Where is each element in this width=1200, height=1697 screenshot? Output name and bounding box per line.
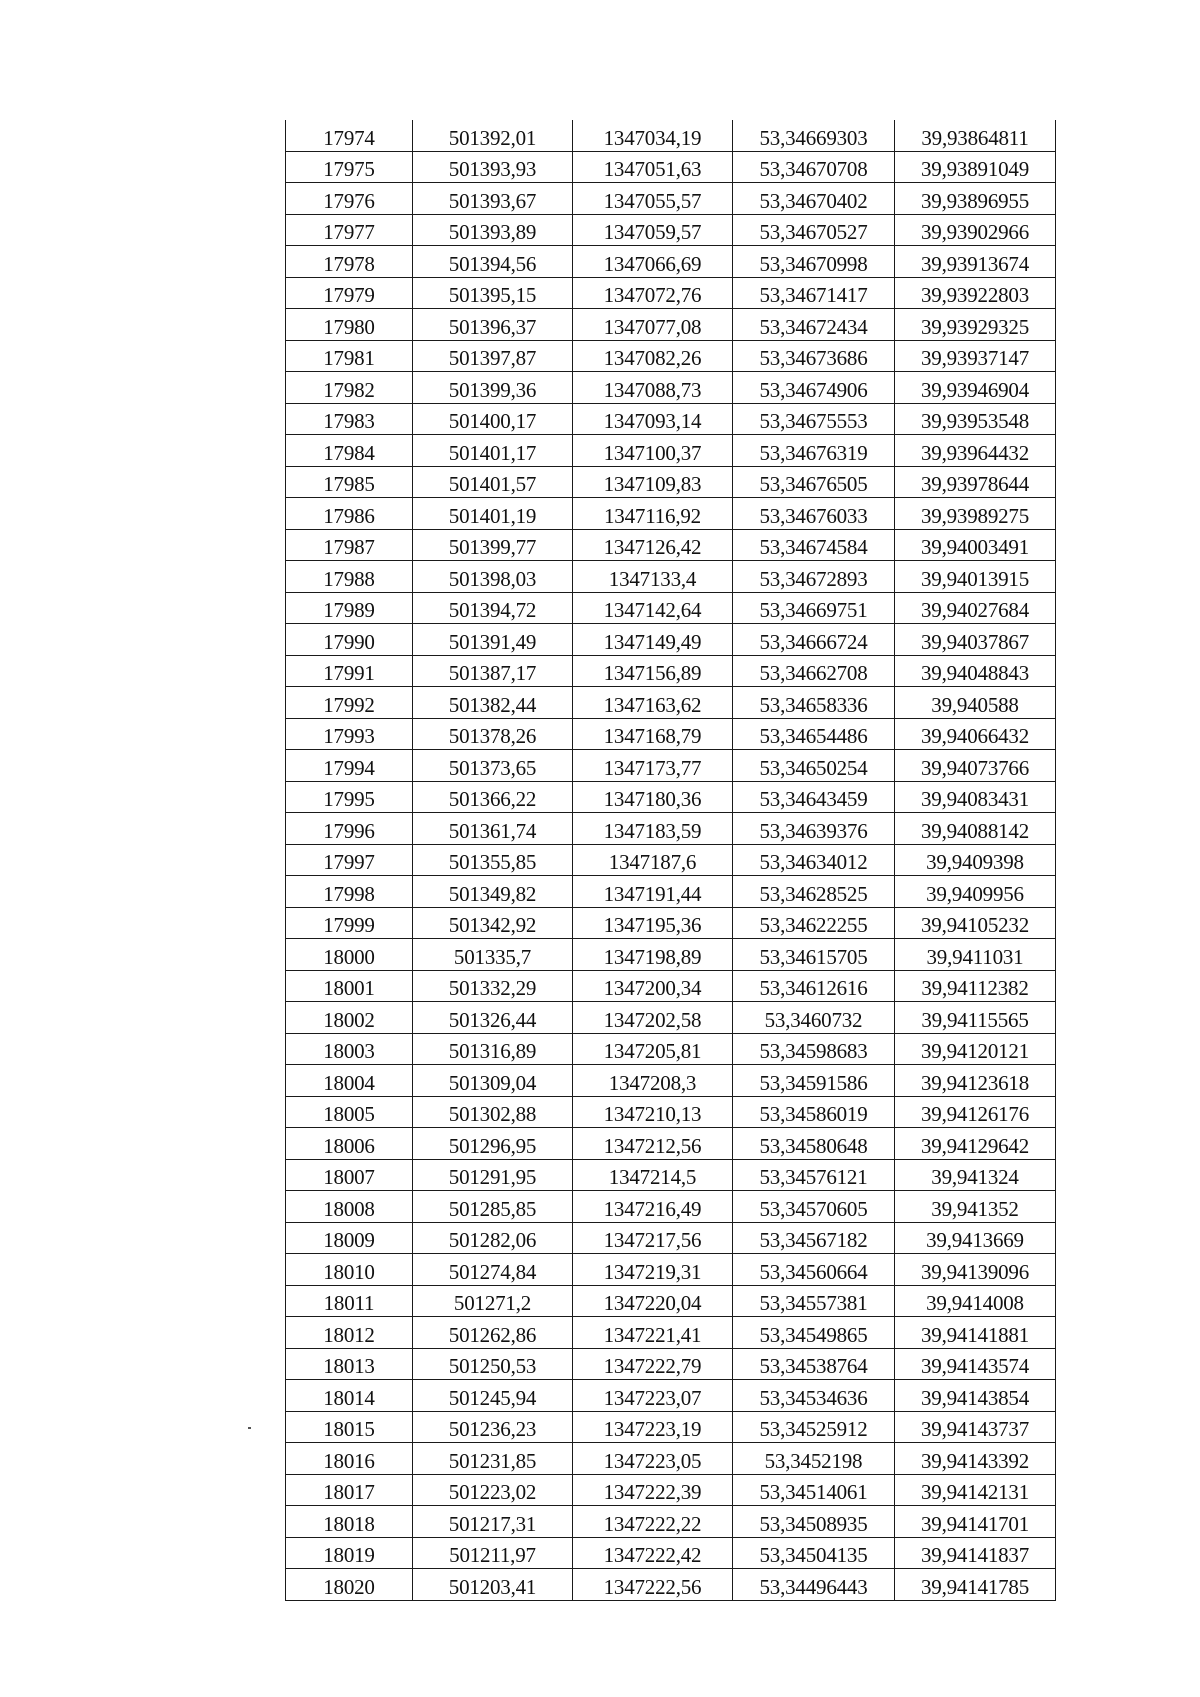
table-row [286, 214, 1056, 246]
y-coordinate-cell: 1347093,14 [573, 403, 733, 435]
table-row [286, 750, 1056, 782]
point-number-cell: 17978 [286, 246, 413, 278]
table-row [286, 844, 1056, 876]
point-number-cell: 18018 [286, 1506, 413, 1538]
point-number-cell: 17996 [286, 813, 413, 845]
y-coordinate-cell: 1347059,57 [573, 214, 733, 246]
point-number-cell: 18011 [286, 1285, 413, 1317]
longitude-cell: 39,93989275 [895, 498, 1056, 530]
latitude-cell: 53,34674906 [733, 372, 895, 404]
longitude-cell: 39,94115565 [895, 1002, 1056, 1034]
point-number-cell: 17981 [286, 340, 413, 372]
point-number-cell: 18003 [286, 1033, 413, 1065]
y-coordinate-cell: 1347077,08 [573, 309, 733, 341]
latitude-cell: 53,34654486 [733, 718, 895, 750]
longitude-cell: 39,94105232 [895, 907, 1056, 939]
latitude-cell: 53,34567182 [733, 1222, 895, 1254]
longitude-cell: 39,94139096 [895, 1254, 1056, 1286]
point-number-cell: 18002 [286, 1002, 413, 1034]
point-number-cell: 17998 [286, 876, 413, 908]
table-row [286, 907, 1056, 939]
y-coordinate-cell: 1347100,37 [573, 435, 733, 467]
y-coordinate-cell: 1347214,5 [573, 1159, 733, 1191]
y-coordinate-cell: 1347034,19 [573, 120, 733, 151]
point-number-cell: 17994 [286, 750, 413, 782]
x-coordinate-cell: 501373,65 [413, 750, 573, 782]
table-row [286, 120, 1056, 151]
point-number-cell: 17999 [286, 907, 413, 939]
longitude-cell: 39,94112382 [895, 970, 1056, 1002]
point-number-cell: 17992 [286, 687, 413, 719]
longitude-cell: 39,94083431 [895, 781, 1056, 813]
x-coordinate-cell: 501401,19 [413, 498, 573, 530]
longitude-cell: 39,93929325 [895, 309, 1056, 341]
table-row [286, 687, 1056, 719]
y-coordinate-cell: 1347222,79 [573, 1348, 733, 1380]
longitude-cell: 39,94143574 [895, 1348, 1056, 1380]
x-coordinate-cell: 501378,26 [413, 718, 573, 750]
y-coordinate-cell: 1347187,6 [573, 844, 733, 876]
x-coordinate-cell: 501203,41 [413, 1569, 573, 1601]
longitude-cell: 39,94088142 [895, 813, 1056, 845]
x-coordinate-cell: 501392,01 [413, 120, 573, 151]
point-number-cell: 17986 [286, 498, 413, 530]
point-number-cell: 18013 [286, 1348, 413, 1380]
point-number-cell: 18008 [286, 1191, 413, 1223]
y-coordinate-cell: 1347173,77 [573, 750, 733, 782]
longitude-cell: 39,93964432 [895, 435, 1056, 467]
latitude-cell: 53,34676505 [733, 466, 895, 498]
y-coordinate-cell: 1347200,34 [573, 970, 733, 1002]
table-row [286, 1348, 1056, 1380]
point-number-cell: 18016 [286, 1443, 413, 1475]
point-number-cell: 18015 [286, 1411, 413, 1443]
y-coordinate-cell: 1347051,63 [573, 151, 733, 183]
y-coordinate-cell: 1347222,39 [573, 1474, 733, 1506]
latitude-cell: 53,34669303 [733, 120, 895, 151]
y-coordinate-cell: 1347223,07 [573, 1380, 733, 1412]
table-row [286, 1128, 1056, 1160]
point-number-cell: 18020 [286, 1569, 413, 1601]
longitude-cell: 39,9409398 [895, 844, 1056, 876]
x-coordinate-cell: 501393,89 [413, 214, 573, 246]
point-number-cell: 17991 [286, 655, 413, 687]
longitude-cell: 39,94037867 [895, 624, 1056, 656]
table-row [286, 309, 1056, 341]
table-row [286, 592, 1056, 624]
x-coordinate-cell: 501231,85 [413, 1443, 573, 1475]
latitude-cell: 53,34504135 [733, 1537, 895, 1569]
latitude-cell: 53,34525912 [733, 1411, 895, 1443]
longitude-cell: 39,94027684 [895, 592, 1056, 624]
longitude-cell: 39,94143737 [895, 1411, 1056, 1443]
y-coordinate-cell: 1347133,4 [573, 561, 733, 593]
y-coordinate-cell: 1347223,05 [573, 1443, 733, 1475]
x-coordinate-cell: 501342,92 [413, 907, 573, 939]
y-coordinate-cell: 1347216,49 [573, 1191, 733, 1223]
point-number-cell: 17980 [286, 309, 413, 341]
latitude-cell: 53,34670527 [733, 214, 895, 246]
point-number-cell: 18010 [286, 1254, 413, 1286]
x-coordinate-cell: 501250,53 [413, 1348, 573, 1380]
y-coordinate-cell: 1347142,64 [573, 592, 733, 624]
latitude-cell: 53,34615705 [733, 939, 895, 971]
x-coordinate-cell: 501274,84 [413, 1254, 573, 1286]
longitude-cell: 39,94066432 [895, 718, 1056, 750]
latitude-cell: 53,34591586 [733, 1065, 895, 1097]
x-coordinate-cell: 501296,95 [413, 1128, 573, 1160]
point-number-cell: 17987 [286, 529, 413, 561]
x-coordinate-cell: 501285,85 [413, 1191, 573, 1223]
point-number-cell: 18019 [286, 1537, 413, 1569]
table-row [286, 781, 1056, 813]
coordinates-table-body [286, 120, 1056, 1600]
latitude-cell: 53,34676033 [733, 498, 895, 530]
longitude-cell: 39,93978644 [895, 466, 1056, 498]
y-coordinate-cell: 1347195,36 [573, 907, 733, 939]
longitude-cell: 39,94073766 [895, 750, 1056, 782]
longitude-cell: 39,94143392 [895, 1443, 1056, 1475]
x-coordinate-cell: 501349,82 [413, 876, 573, 908]
y-coordinate-cell: 1347126,42 [573, 529, 733, 561]
point-number-cell: 18005 [286, 1096, 413, 1128]
latitude-cell: 53,34669751 [733, 592, 895, 624]
longitude-cell: 39,9409956 [895, 876, 1056, 908]
point-number-cell: 18009 [286, 1222, 413, 1254]
point-number-cell: 18006 [286, 1128, 413, 1160]
table-row [286, 435, 1056, 467]
longitude-cell: 39,94013915 [895, 561, 1056, 593]
table-row [286, 1033, 1056, 1065]
table-row [286, 876, 1056, 908]
x-coordinate-cell: 501391,49 [413, 624, 573, 656]
y-coordinate-cell: 1347219,31 [573, 1254, 733, 1286]
y-coordinate-cell: 1347183,59 [573, 813, 733, 845]
x-coordinate-cell: 501262,86 [413, 1317, 573, 1349]
table-row [286, 1443, 1056, 1475]
latitude-cell: 53,34580648 [733, 1128, 895, 1160]
table-row [286, 1537, 1056, 1569]
longitude-cell: 39,93922803 [895, 277, 1056, 309]
table-row [286, 372, 1056, 404]
point-number-cell: 17989 [286, 592, 413, 624]
latitude-cell: 53,34672893 [733, 561, 895, 593]
table-row [286, 624, 1056, 656]
table-row [286, 183, 1056, 215]
table-row [286, 970, 1056, 1002]
latitude-cell: 53,34598683 [733, 1033, 895, 1065]
longitude-cell: 39,93891049 [895, 151, 1056, 183]
point-number-cell: 18012 [286, 1317, 413, 1349]
x-coordinate-cell: 501366,22 [413, 781, 573, 813]
latitude-cell: 53,34508935 [733, 1506, 895, 1538]
longitude-cell: 39,94141785 [895, 1569, 1056, 1601]
latitude-cell: 53,34672434 [733, 309, 895, 341]
latitude-cell: 53,34560664 [733, 1254, 895, 1286]
x-coordinate-cell: 501393,93 [413, 151, 573, 183]
latitude-cell: 53,34570605 [733, 1191, 895, 1223]
x-coordinate-cell: 501401,17 [413, 435, 573, 467]
x-coordinate-cell: 501394,72 [413, 592, 573, 624]
latitude-cell: 53,34670998 [733, 246, 895, 278]
table-row [286, 1317, 1056, 1349]
longitude-cell: 39,93953548 [895, 403, 1056, 435]
longitude-cell: 39,93896955 [895, 183, 1056, 215]
latitude-cell: 53,34673686 [733, 340, 895, 372]
latitude-cell: 53,34549865 [733, 1317, 895, 1349]
latitude-cell: 53,34674584 [733, 529, 895, 561]
longitude-cell: 39,94123618 [895, 1065, 1056, 1097]
y-coordinate-cell: 1347210,13 [573, 1096, 733, 1128]
latitude-cell: 53,34658336 [733, 687, 895, 719]
latitude-cell: 53,34676319 [733, 435, 895, 467]
point-number-cell: 17983 [286, 403, 413, 435]
longitude-cell: 39,9411031 [895, 939, 1056, 971]
latitude-cell: 53,3460732 [733, 1002, 895, 1034]
point-number-cell: 17975 [286, 151, 413, 183]
longitude-cell: 39,9413669 [895, 1222, 1056, 1254]
point-number-cell: 18004 [286, 1065, 413, 1097]
table-row [286, 561, 1056, 593]
x-coordinate-cell: 501326,44 [413, 1002, 573, 1034]
x-coordinate-cell: 501355,85 [413, 844, 573, 876]
longitude-cell: 39,94003491 [895, 529, 1056, 561]
point-number-cell: 18017 [286, 1474, 413, 1506]
scan-speck [248, 1427, 251, 1429]
y-coordinate-cell: 1347116,92 [573, 498, 733, 530]
longitude-cell: 39,93913674 [895, 246, 1056, 278]
point-number-cell: 18000 [286, 939, 413, 971]
latitude-cell: 53,34634012 [733, 844, 895, 876]
y-coordinate-cell: 1347191,44 [573, 876, 733, 908]
longitude-cell: 39,94126176 [895, 1096, 1056, 1128]
latitude-cell: 53,34671417 [733, 277, 895, 309]
latitude-cell: 53,34612616 [733, 970, 895, 1002]
table-row [286, 1222, 1056, 1254]
point-number-cell: 17984 [286, 435, 413, 467]
latitude-cell: 53,34639376 [733, 813, 895, 845]
table-row [286, 813, 1056, 845]
longitude-cell: 39,93902966 [895, 214, 1056, 246]
latitude-cell: 53,34496443 [733, 1569, 895, 1601]
y-coordinate-cell: 1347055,57 [573, 183, 733, 215]
latitude-cell: 53,34538764 [733, 1348, 895, 1380]
y-coordinate-cell: 1347082,26 [573, 340, 733, 372]
coordinates-table [285, 120, 1056, 1601]
table-row [286, 1411, 1056, 1443]
y-coordinate-cell: 1347208,3 [573, 1065, 733, 1097]
table-row [286, 529, 1056, 561]
x-coordinate-cell: 501396,37 [413, 309, 573, 341]
latitude-cell: 53,34670708 [733, 151, 895, 183]
point-number-cell: 17977 [286, 214, 413, 246]
table-row [286, 1065, 1056, 1097]
longitude-cell: 39,9414008 [895, 1285, 1056, 1317]
table-row [286, 340, 1056, 372]
x-coordinate-cell: 501387,17 [413, 655, 573, 687]
longitude-cell: 39,941324 [895, 1159, 1056, 1191]
table-row [286, 1191, 1056, 1223]
longitude-cell: 39,94141837 [895, 1537, 1056, 1569]
y-coordinate-cell: 1347072,76 [573, 277, 733, 309]
y-coordinate-cell: 1347180,36 [573, 781, 733, 813]
table-row [286, 466, 1056, 498]
table-row [286, 655, 1056, 687]
table-row [286, 1569, 1056, 1601]
latitude-cell: 53,34534636 [733, 1380, 895, 1412]
latitude-cell: 53,34650254 [733, 750, 895, 782]
x-coordinate-cell: 501302,88 [413, 1096, 573, 1128]
point-number-cell: 18007 [286, 1159, 413, 1191]
latitude-cell: 53,34586019 [733, 1096, 895, 1128]
latitude-cell: 53,34576121 [733, 1159, 895, 1191]
x-coordinate-cell: 501393,67 [413, 183, 573, 215]
y-coordinate-cell: 1347222,42 [573, 1537, 733, 1569]
x-coordinate-cell: 501382,44 [413, 687, 573, 719]
latitude-cell: 53,34662708 [733, 655, 895, 687]
table-row [286, 1285, 1056, 1317]
y-coordinate-cell: 1347222,22 [573, 1506, 733, 1538]
point-number-cell: 17995 [286, 781, 413, 813]
point-number-cell: 17990 [286, 624, 413, 656]
table-row [286, 403, 1056, 435]
y-coordinate-cell: 1347109,83 [573, 466, 733, 498]
point-number-cell: 18001 [286, 970, 413, 1002]
y-coordinate-cell: 1347220,04 [573, 1285, 733, 1317]
x-coordinate-cell: 501236,23 [413, 1411, 573, 1443]
longitude-cell: 39,940588 [895, 687, 1056, 719]
longitude-cell: 39,93864811 [895, 120, 1056, 151]
x-coordinate-cell: 501395,15 [413, 277, 573, 309]
x-coordinate-cell: 501398,03 [413, 561, 573, 593]
longitude-cell: 39,94129642 [895, 1128, 1056, 1160]
y-coordinate-cell: 1347223,19 [573, 1411, 733, 1443]
point-number-cell: 17988 [286, 561, 413, 593]
point-number-cell: 18014 [286, 1380, 413, 1412]
x-coordinate-cell: 501217,31 [413, 1506, 573, 1538]
y-coordinate-cell: 1347168,79 [573, 718, 733, 750]
latitude-cell: 53,34666724 [733, 624, 895, 656]
point-number-cell: 17985 [286, 466, 413, 498]
longitude-cell: 39,941352 [895, 1191, 1056, 1223]
table-row [286, 1380, 1056, 1412]
x-coordinate-cell: 501335,7 [413, 939, 573, 971]
y-coordinate-cell: 1347217,56 [573, 1222, 733, 1254]
table-row [286, 1474, 1056, 1506]
x-coordinate-cell: 501397,87 [413, 340, 573, 372]
x-coordinate-cell: 501316,89 [413, 1033, 573, 1065]
table-row [286, 1002, 1056, 1034]
x-coordinate-cell: 501401,57 [413, 466, 573, 498]
latitude-cell: 53,34628525 [733, 876, 895, 908]
table-row [286, 1096, 1056, 1128]
x-coordinate-cell: 501399,77 [413, 529, 573, 561]
point-number-cell: 17982 [286, 372, 413, 404]
x-coordinate-cell: 501399,36 [413, 372, 573, 404]
x-coordinate-cell: 501291,95 [413, 1159, 573, 1191]
latitude-cell: 53,34557381 [733, 1285, 895, 1317]
x-coordinate-cell: 501400,17 [413, 403, 573, 435]
point-number-cell: 17993 [286, 718, 413, 750]
latitude-cell: 53,34514061 [733, 1474, 895, 1506]
y-coordinate-cell: 1347212,56 [573, 1128, 733, 1160]
x-coordinate-cell: 501211,97 [413, 1537, 573, 1569]
latitude-cell: 53,34643459 [733, 781, 895, 813]
x-coordinate-cell: 501271,2 [413, 1285, 573, 1317]
x-coordinate-cell: 501282,06 [413, 1222, 573, 1254]
x-coordinate-cell: 501223,02 [413, 1474, 573, 1506]
table-row [286, 939, 1056, 971]
y-coordinate-cell: 1347163,62 [573, 687, 733, 719]
y-coordinate-cell: 1347222,56 [573, 1569, 733, 1601]
point-number-cell: 17974 [286, 120, 413, 151]
longitude-cell: 39,94048843 [895, 655, 1056, 687]
table-row [286, 151, 1056, 183]
y-coordinate-cell: 1347149,49 [573, 624, 733, 656]
table-row [286, 1506, 1056, 1538]
point-number-cell: 17979 [286, 277, 413, 309]
x-coordinate-cell: 501309,04 [413, 1065, 573, 1097]
latitude-cell: 53,34670402 [733, 183, 895, 215]
x-coordinate-cell: 501361,74 [413, 813, 573, 845]
point-number-cell: 17997 [286, 844, 413, 876]
y-coordinate-cell: 1347156,89 [573, 655, 733, 687]
y-coordinate-cell: 1347088,73 [573, 372, 733, 404]
latitude-cell: 53,3452198 [733, 1443, 895, 1475]
longitude-cell: 39,94142131 [895, 1474, 1056, 1506]
table-row [286, 718, 1056, 750]
table-row [286, 277, 1056, 309]
x-coordinate-cell: 501394,56 [413, 246, 573, 278]
y-coordinate-cell: 1347221,41 [573, 1317, 733, 1349]
x-coordinate-cell: 501332,29 [413, 970, 573, 1002]
table-row [286, 1254, 1056, 1286]
longitude-cell: 39,94143854 [895, 1380, 1056, 1412]
table-row [286, 246, 1056, 278]
point-number-cell: 17976 [286, 183, 413, 215]
y-coordinate-cell: 1347066,69 [573, 246, 733, 278]
longitude-cell: 39,93946904 [895, 372, 1056, 404]
x-coordinate-cell: 501245,94 [413, 1380, 573, 1412]
latitude-cell: 53,34675553 [733, 403, 895, 435]
y-coordinate-cell: 1347205,81 [573, 1033, 733, 1065]
longitude-cell: 39,94141881 [895, 1317, 1056, 1349]
y-coordinate-cell: 1347202,58 [573, 1002, 733, 1034]
latitude-cell: 53,34622255 [733, 907, 895, 939]
longitude-cell: 39,93937147 [895, 340, 1056, 372]
table-row [286, 1159, 1056, 1191]
longitude-cell: 39,94120121 [895, 1033, 1056, 1065]
longitude-cell: 39,94141701 [895, 1506, 1056, 1538]
table-row [286, 498, 1056, 530]
y-coordinate-cell: 1347198,89 [573, 939, 733, 971]
